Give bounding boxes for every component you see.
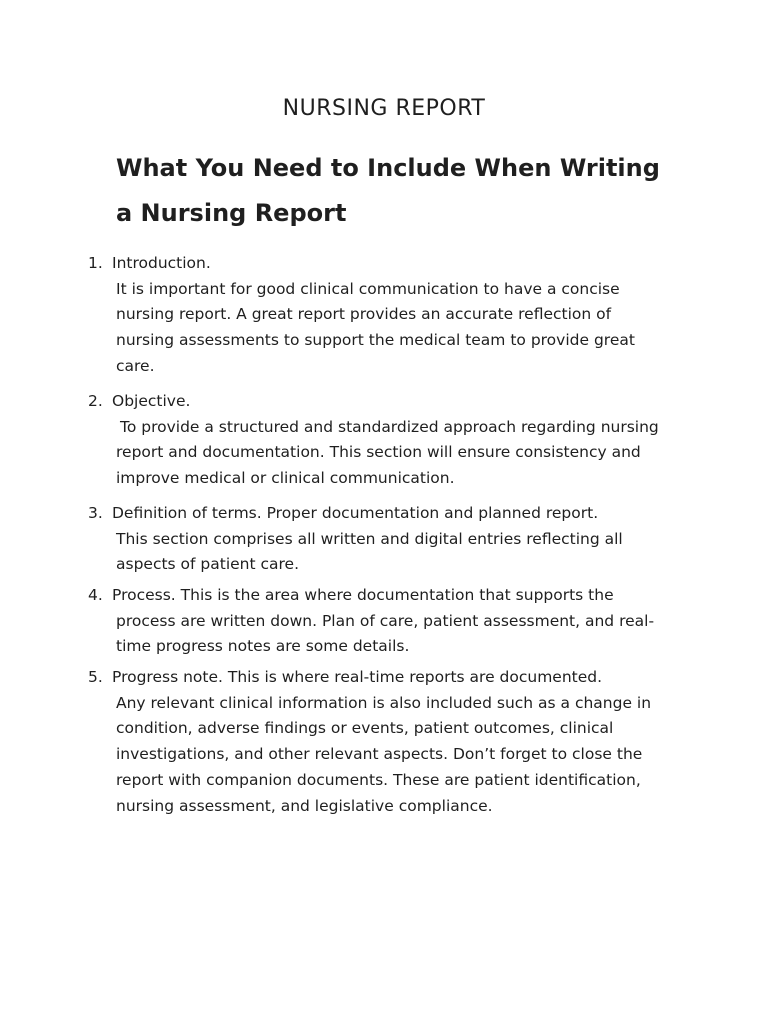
list-item-number: 1. (88, 254, 103, 272)
list-item-heading: Objective. (112, 392, 191, 410)
document-heading: What You Need to Include When Writing a Nursing Report (116, 154, 660, 227)
document-title: NURSING REPORT (282, 96, 486, 121)
list-item-body: process are written down. Plan of care, patient assessment, and real-time progress notes are some details. (116, 611, 655, 656)
list-item-heading: Process. This is the area where documentation that supports the (112, 586, 614, 604)
list-item-heading: Introduction. (112, 254, 211, 272)
list-item-number: 5. (88, 668, 103, 686)
list-item (88, 251, 668, 380)
list-item-number: 4. (88, 586, 103, 604)
list-item-body: This section comprises all written and digital entries reflecting all aspects of patient care. (116, 529, 623, 574)
list-item-heading: Progress note. This is where real-time reports are documented. (112, 668, 603, 686)
list-item-number: 2. (88, 392, 103, 410)
list-item (88, 389, 668, 492)
list-item-body: To provide a structured and standardized approach regarding nursing report and documentation. This section will ensure consistency and improve medical or clinical communication. (116, 417, 659, 488)
list-item-heading: Definition of terms. Proper documentation and planned report. (112, 504, 599, 522)
list-item-number: 3. (88, 504, 103, 522)
list-item (88, 665, 668, 819)
list-item (88, 583, 668, 660)
list-item (88, 501, 668, 578)
list-item-body: Any relevant clinical information is also included such as a change in condition, adverse findings or events, patient outcomes, clinical investigations, and other relevant aspects. Don’t forget to close the report with companion documents. These are patient identification, nursing assessment, and legislative compliance. (116, 693, 652, 815)
list-item-body: It is important for good clinical communication to have a concise nursing report. A great report provides an accurate reflection of nursing assessments to support the medical team to provide great care. (116, 279, 635, 375)
